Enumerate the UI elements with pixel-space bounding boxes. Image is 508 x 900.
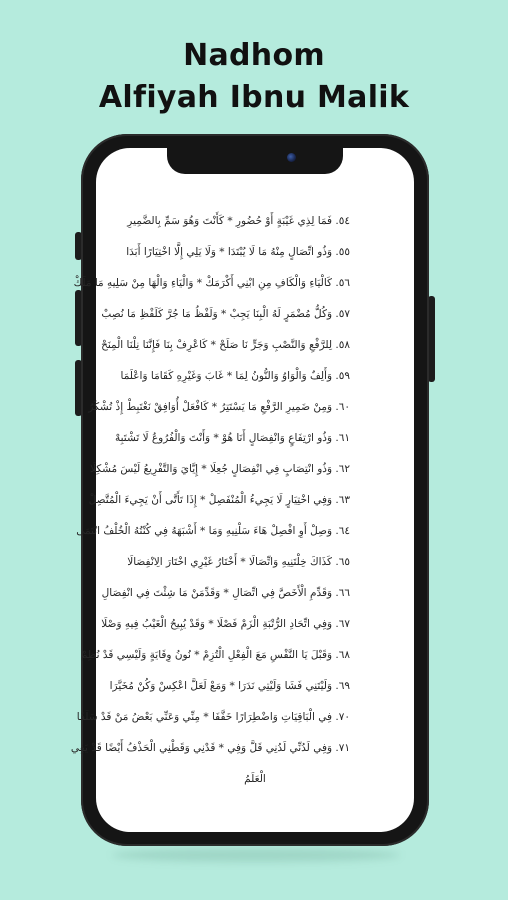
verse-line: ٥٧. وَكُلُّ مُضْمَرٍ لَهُ الْبِنَا يَجِبْ * وَلَفْظُ مَا جُرَّ كَلَفْظِ مَا نُصِبْ (101, 308, 350, 320)
phone-notch (167, 148, 343, 174)
verse-line: ٦٧. وَفِي اتِّحَادِ الرُّتْبَةِ الْزَمْ فَصْلَا * وَقَدْ يُبِيحُ الْغَيْبُ فِيهِ وَصْلَا (101, 618, 350, 630)
verse-line: الْعَلَمُ (244, 773, 266, 785)
power-button (428, 296, 435, 382)
verse-line: ٥٥. وَذُو اتِّصَالٍ مِنْهُ مَا لَا يُبْتَدَا * وَلَا يَلِي إِلَّا اخْتِيَارًا أَبَدَا (126, 246, 350, 258)
verse-line: ٦٠. وَمِنْ ضَمِيرِ الرَّفْعِ مَا يَسْتَتِرُ * كَافْعَلْ أُوَافِقْ نَغْتَبِطْ إِذْ تُشْكَرُ (88, 401, 350, 413)
verse-line: ٥٦. كَالْيَاءِ وَالْكَافِ مِنِ ابْنِي أَكْرَمَكْ * وَالْيَاءِ وَالْهَا مِنْ سَلِيهِ مَا مَلَكْ (73, 277, 350, 289)
verse-line: ٥٩. وَأَلِفٌ وَالْوَاوُ وَالنُّونُ لِمَا * غَابَ وَغَيْرِهِ كَقَامَا وَاعْلَمَا (120, 370, 350, 382)
verse-line: ٦٥. كَذَاكَ خِلْتَنِيهِ وَاتِّصَالَا * أَخْتَارُ غَيْرِي اخْتَارَ الِانْفِصَالَا (127, 556, 350, 568)
verse-line: ٦١. وَذُو ارْتِفَاعٍ وَانْفِصَالٍ أَنَا هُوْ * وَأَنْتَ وَالْفُرُوعُ لَا تَشْتَبِهْ (115, 432, 350, 444)
verse-line: ٦٢. وَذُو انْتِصَابٍ فِي انْفِصَالٍ جُعِلَا * إِيَّايَ وَالتَّفْرِيعُ لَيْسَ مُشْكِلَا (90, 463, 350, 475)
verse-line: ٦٦. وَقَدِّمِ الْأَخَصَّ فِي اتِّصَالِ * وَقَدِّمَنْ مَا شِئْتَ فِي انْفِصَالِ (101, 587, 350, 599)
verse-line: ٦٣. وَفِي اخْتِيَارٍ لَا يَجِيءُ الْمُنْفَصِلْ * إِذَا تَأَتَّى أَنْ يَجِيءَ الْمُتَّصِلْ (88, 494, 350, 506)
verse-line: ٦٨. وَقَبْلَ يَا النَّفْسِ مَعَ الْفِعْلِ الْتُزِمْ * نُونُ وِقَايَةٍ وَلَيْسِي قَدْ نُظِمْ (81, 649, 350, 661)
verse-line: ٥٤. فَمَا لِذِي غَيْبَةٍ أَوْ حُضُورِ * كَأَنْتَ وَهُوَ سَمِّ بِالضَّمِيرِ (127, 215, 350, 227)
verse-line: ٧٠. فِي الْبَاقِيَاتِ وَاضْطِرَارًا خَفَّفَا * مِنِّي وَعَنِّي بَعْضُ مَنْ قَدْ سَلَفَا (76, 711, 350, 723)
app-title-line-1: Nadhom (183, 38, 325, 73)
verse-line: ٦٤. وَصِلْ أَوِ افْصِلْ هَاءَ سَلْنِيهِ وَمَا * أَشْبَهَهُ فِي كُنْتُهُ الْخُلْفُ انْتَمَى (76, 525, 350, 537)
verse-line: ٧١. وَفِي لَدُنِّي لَدُنِي قَلَّ وَفِي * قَدْنِي وَقَطْنِي الْحَذْفُ أَيْضًا قَدْ يَفِي (70, 742, 350, 754)
verse-line: ٦٩. وَلَيْتَنِي فَشَا وَلَيْتِي نَدَرَا * وَمَعْ لَعَلَّ اعْكِسْ وَكُنْ مُخَيَّرَا (109, 680, 350, 692)
phone-shadow (112, 848, 400, 862)
phone-screen (70, 148, 414, 832)
app-title-line-2: Alfiyah Ibnu Malik (98, 80, 410, 115)
verse-list (70, 206, 414, 795)
verse-line: ٥٨. لِلرَّفْعِ وَالنَّصْبِ وَجَرٍّ نَا صَلَحْ * كَاعْرِفْ بِنَا فَإِنَّنَا نِلْنَا الْمِنَحْ (101, 339, 350, 351)
camera-icon (287, 153, 296, 162)
